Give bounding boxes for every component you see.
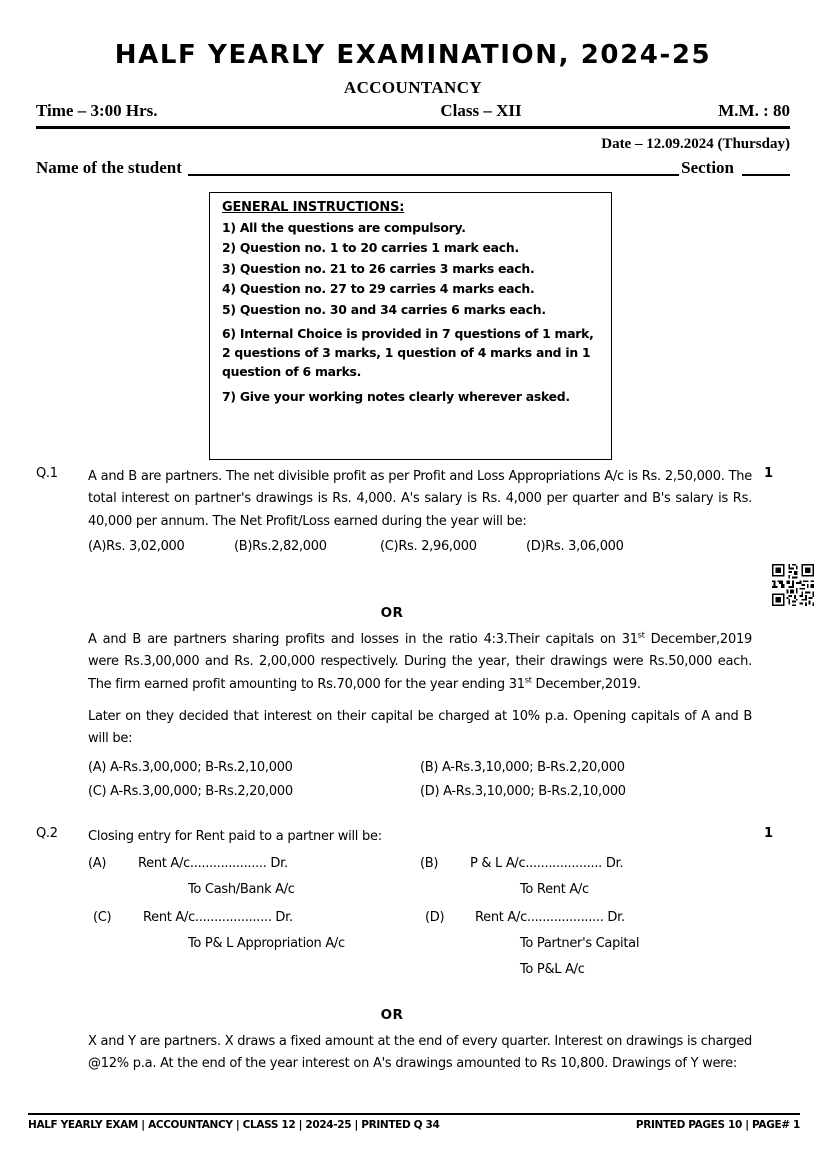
alt-question-text: X and Y are partners. X draws a fixed amount at the end of every quarter. Interest on drawings is charged @12% p.a. At the end of the year interest on A's drawings amounted to Rs 10,800. Drawings of Y were: <box>88 1034 752 1072</box>
ordinal-suffix: st <box>524 675 532 685</box>
alt-question-options-row-2 <box>88 784 752 799</box>
or-separator: OR <box>380 1007 404 1023</box>
option-debit-line: P & L A/c.................... Dr. <box>470 856 624 872</box>
journal-option-c[interactable] <box>88 910 420 977</box>
exam-date: Date – 12.09.2024 (Thursday) <box>601 136 790 152</box>
alt-text-part3: December,2019. <box>531 676 641 692</box>
question-number: Q.2 <box>36 826 58 841</box>
subject-title: ACCOUNTANCY <box>343 78 483 97</box>
option-debit-line: Rent A/c.................... Dr. <box>138 856 288 872</box>
option-credit-line: To Cash/Bank A/c <box>188 882 295 898</box>
section-blank[interactable] <box>742 159 790 176</box>
section-label: Section <box>681 158 734 177</box>
general-instructions-box <box>209 192 612 460</box>
option-b[interactable]: (B) A-Rs.3,10,000; B-Rs.2,20,000 <box>420 759 625 775</box>
question-text: Closing entry for Rent paid to a partner will be: <box>88 829 382 844</box>
exam-class: Class – XII <box>440 101 522 120</box>
option-letter: (C) <box>93 910 112 926</box>
question-text: A and B are partners. The net divisible profit as per Profit and Loss Appropriations A/c is Rs. 2,50,000. The total interest on partner's drawings is Rs. 4,000. A's salary is Rs. 4,000 per quarter and B's salary is Rs. 40,000 per annum. The Net Profit/Loss earned during the year will be: <box>88 469 752 529</box>
question-marks: 1 <box>764 466 774 481</box>
option-b[interactable]: (B)Rs.2,82,000 <box>234 539 327 555</box>
question-1-alternative <box>36 598 790 799</box>
instruction-item: 2) Question no. 1 to 20 carries 1 mark each. <box>222 240 519 256</box>
instruction-item: 5) Question no. 30 and 34 carries 6 marks each. <box>222 301 546 317</box>
option-credit-line-2: To P&L A/c <box>520 962 585 978</box>
exam-max-marks: M.M. : 80 <box>718 101 790 120</box>
journal-option-b[interactable] <box>420 856 752 897</box>
alt-question-text <box>88 629 752 696</box>
alt-text-part2: December,2019 were Rs.3,00,000 and Rs. 2,00,000 respectively. During the year, their drawings were Rs.50,000 each. The firm earned profit amounting to Rs.70,000 for the year ending 31 <box>88 632 753 692</box>
question-number: Q.1 <box>36 466 58 481</box>
instructions-title: GENERAL INSTRUCTIONS: <box>222 200 405 215</box>
option-letter: (B) <box>420 856 439 872</box>
student-name-label: Name of the student <box>36 158 182 177</box>
option-a[interactable]: (A)Rs. 3,02,000 <box>88 539 185 555</box>
option-c[interactable]: (C) A-Rs.3,00,000; B-Rs.2,20,000 <box>88 783 293 799</box>
question-2 <box>36 826 790 977</box>
question-1 <box>36 466 790 554</box>
instruction-item: 6) Internal Choice is provided in 7 questions of 1 mark, 2 questions of 3 marks, 1 question of 4 marks and in 1 question of 6 marks. <box>222 326 594 380</box>
option-credit-line: To Rent A/c <box>520 882 589 898</box>
option-a[interactable]: (A) A-Rs.3,00,000; B-Rs.2,10,000 <box>88 759 293 775</box>
option-c[interactable]: (C)Rs. 2,96,000 <box>380 539 477 555</box>
instruction-item: 1) All the questions are compulsory. <box>222 220 466 235</box>
question-options <box>88 539 752 554</box>
student-details-row <box>36 158 790 178</box>
footer-right-text: PRINTED PAGES 10 | PAGE# 1 <box>635 1119 800 1131</box>
page-title: HALF YEARLY EXAMINATION, 2024-25 <box>114 40 712 70</box>
ordinal-suffix: st <box>637 630 645 640</box>
option-d[interactable]: (D) A-Rs.3,10,000; B-Rs.2,10,000 <box>420 783 626 799</box>
question-marks: 1 <box>764 826 774 841</box>
journal-entry-options <box>88 856 752 977</box>
journal-option-d[interactable] <box>420 910 752 977</box>
journal-option-a[interactable] <box>88 856 420 897</box>
or-separator: OR <box>380 605 404 621</box>
alt-text-part1: A and B are partners sharing profits and losses in the ratio 4:3.Their capitals on 31 <box>88 632 638 647</box>
footer-divider <box>28 1113 800 1115</box>
instruction-item: 4) Question no. 27 to 29 carries 4 marks each. <box>222 281 535 297</box>
exam-meta-row <box>36 101 790 121</box>
header-divider <box>36 126 790 129</box>
option-d[interactable]: (D)Rs. 3,06,000 <box>526 539 624 555</box>
instruction-item: 7) Give your working notes clearly wherever asked. <box>222 388 570 404</box>
option-credit-line: To Partner's Capital <box>520 936 640 952</box>
alt-question-followup: Later on they decided that interest on their capital be charged at 10% p.a. Opening capitals of A and B will be: <box>88 709 752 747</box>
instruction-item: 3) Question no. 21 to 26 carries 3 marks each. <box>222 260 535 276</box>
page-footer <box>28 1119 800 1131</box>
question-2-alternative <box>36 1000 790 1076</box>
footer-left-text: HALF YEARLY EXAM | ACCOUNTANCY | CLASS 12 | 2024-25 | PRINTED Q 34 <box>28 1119 440 1131</box>
option-debit-line: Rent A/c.................... Dr. <box>143 910 293 926</box>
option-debit-line: Rent A/c.................... Dr. <box>475 910 625 926</box>
option-letter: (A) <box>88 856 107 872</box>
exam-duration: Time – 3:00 Hrs. <box>36 101 158 120</box>
option-credit-line: To P& L Appropriation A/c <box>188 936 345 952</box>
student-name-blank[interactable] <box>188 159 679 176</box>
alt-question-options-row-1 <box>88 760 752 775</box>
option-letter: (D) <box>425 910 445 926</box>
